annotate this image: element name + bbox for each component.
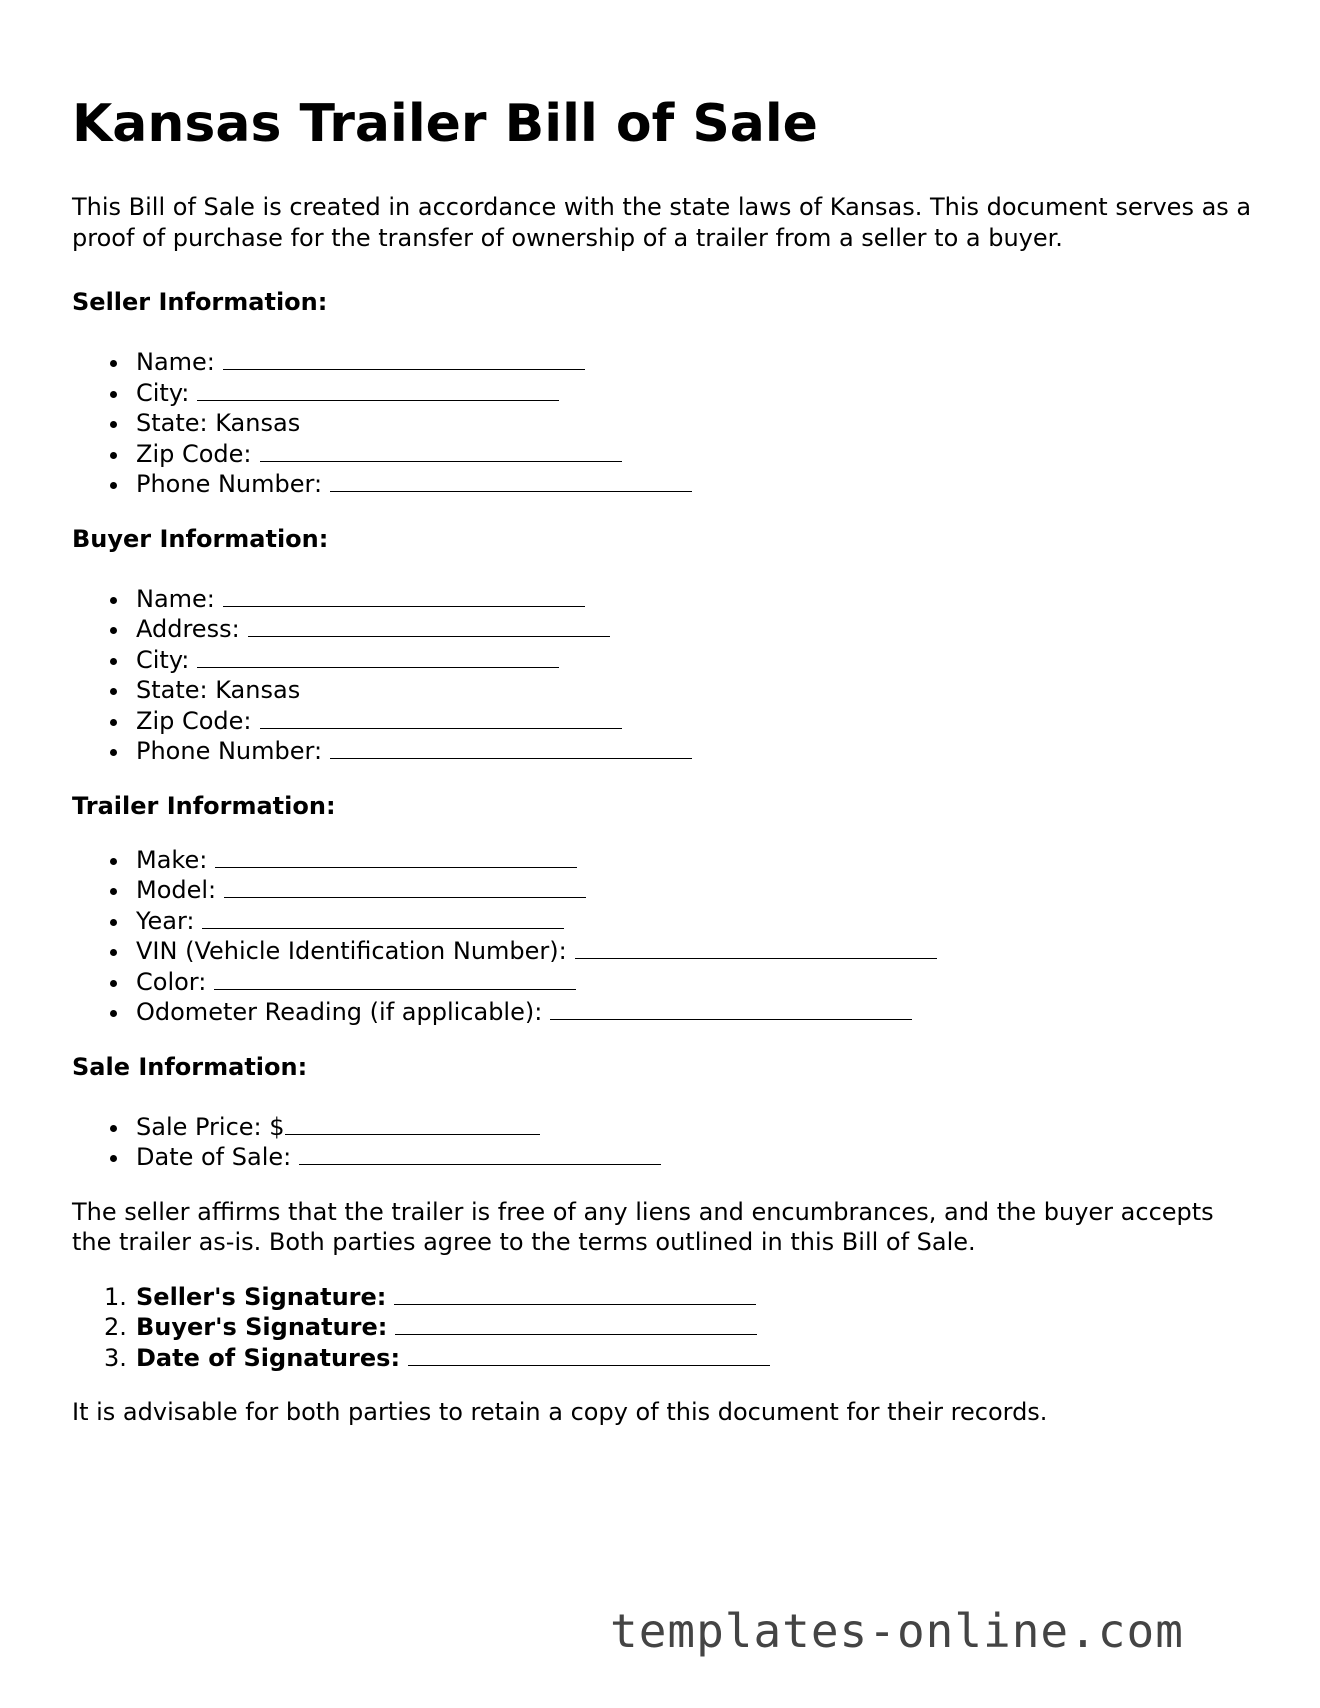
field-label: Color: (136, 967, 207, 996)
field-label: Name: (136, 348, 215, 376)
sale-price-blank[interactable] (285, 1112, 540, 1135)
buyer-zip-blank[interactable] (260, 706, 622, 729)
trailer-year-item (72, 906, 1252, 937)
seller-signature-item (72, 1282, 1252, 1313)
watermark-text: templates-online.com (610, 1604, 1184, 1658)
buyer-heading: Buyer Information: (72, 524, 329, 553)
field-label: Odometer Reading (if applicable): (136, 998, 543, 1026)
seller-city-blank[interactable] (197, 378, 559, 401)
buyer-phone-item (72, 736, 1252, 767)
sale-date-blank[interactable] (299, 1142, 661, 1165)
bill-of-sale-document (72, 0, 1252, 1428)
trailer-odometer-item (72, 997, 1252, 1028)
trailer-make-item (72, 845, 1252, 876)
seller-phone-blank[interactable] (330, 469, 692, 492)
trailer-vin-blank[interactable] (575, 936, 937, 959)
field-label: Zip Code: (136, 706, 252, 735)
sale-fields (72, 1112, 1252, 1173)
signature-date-item (72, 1343, 1252, 1374)
field-label: Phone Number: (136, 737, 323, 765)
field-label: Model: (136, 876, 217, 904)
buyer-city-item (72, 645, 1252, 676)
signature-label: Buyer's Signature: (136, 1313, 388, 1341)
trailer-color-blank[interactable] (214, 967, 576, 990)
trailer-heading: Trailer Information: (72, 791, 336, 820)
trailer-model-blank[interactable] (224, 875, 586, 898)
seller-fields (72, 347, 1252, 500)
signature-label: Seller's Signature: (136, 1282, 387, 1311)
field-label: Year: (136, 906, 195, 935)
sale-date-item (72, 1142, 1252, 1173)
list-number: 3. (104, 1343, 127, 1372)
buyer-fields (72, 584, 1252, 767)
trailer-model-item (72, 875, 1252, 906)
buyer-zip-item (72, 706, 1252, 737)
sale-heading: Sale Information: (72, 1052, 308, 1081)
signature-label: Date of Signatures: (136, 1343, 401, 1372)
buyer-signature-blank[interactable] (395, 1312, 757, 1335)
trailer-fields (72, 845, 1252, 1028)
signature-list (72, 1282, 1252, 1374)
field-label: Date of Sale: (136, 1143, 292, 1171)
trailer-vin-item (72, 936, 1252, 967)
field-label: Address: (136, 615, 240, 643)
seller-signature-blank[interactable] (394, 1282, 756, 1305)
buyer-state-item (72, 675, 1252, 706)
buyer-address-blank[interactable] (248, 614, 610, 637)
field-label: State: Kansas (136, 676, 301, 704)
buyer-phone-blank[interactable] (330, 736, 692, 759)
field-label: Zip Code: (136, 439, 252, 468)
buyer-name-blank[interactable] (223, 584, 585, 607)
field-label: Make: (136, 845, 208, 874)
list-number: 2. (104, 1313, 127, 1341)
signature-date-blank[interactable] (408, 1343, 770, 1366)
buyer-signature-item (72, 1312, 1252, 1343)
field-label: Phone Number: (136, 470, 323, 498)
seller-zip-item (72, 439, 1252, 470)
sale-price-item (72, 1112, 1252, 1143)
buyer-address-item (72, 614, 1252, 645)
seller-phone-item (72, 469, 1252, 500)
closing-paragraph: It is advisable for both parties to retain a copy of this document for their records. (72, 1398, 1048, 1426)
trailer-year-blank[interactable] (202, 906, 564, 929)
field-label: City: (136, 645, 190, 674)
field-label: Sale Price: $ (136, 1112, 285, 1141)
field-label: State: Kansas (136, 409, 301, 437)
field-label: Name: (136, 584, 215, 613)
seller-heading: Seller Information: (72, 288, 328, 316)
field-label: City: (136, 378, 190, 407)
seller-name-item (72, 347, 1252, 378)
document-title: Kansas Trailer Bill of Sale (72, 94, 818, 154)
field-label: VIN (Vehicle Identification Number): (136, 937, 567, 965)
intro-paragraph: This Bill of Sale is created in accordance with the state laws of Kansas. This document serves as a proof of purchase for the transfer of ownership of a trailer from a seller to a buyer. (72, 193, 1252, 252)
trailer-odometer-blank[interactable] (550, 997, 912, 1020)
seller-zip-blank[interactable] (260, 439, 622, 462)
affirmation-paragraph: The seller affirms that the trailer is free of any liens and encumbrances, and the buyer accepts the trailer as-is. Both parties agree to the terms outlined in this Bill of Sale. (72, 1197, 1214, 1256)
list-number: 1. (104, 1282, 127, 1311)
buyer-city-blank[interactable] (197, 645, 559, 668)
buyer-name-item (72, 584, 1252, 615)
trailer-color-item (72, 967, 1252, 998)
trailer-make-blank[interactable] (215, 845, 577, 868)
seller-name-blank[interactable] (223, 347, 585, 370)
seller-city-item (72, 378, 1252, 409)
seller-state-item (72, 408, 1252, 439)
